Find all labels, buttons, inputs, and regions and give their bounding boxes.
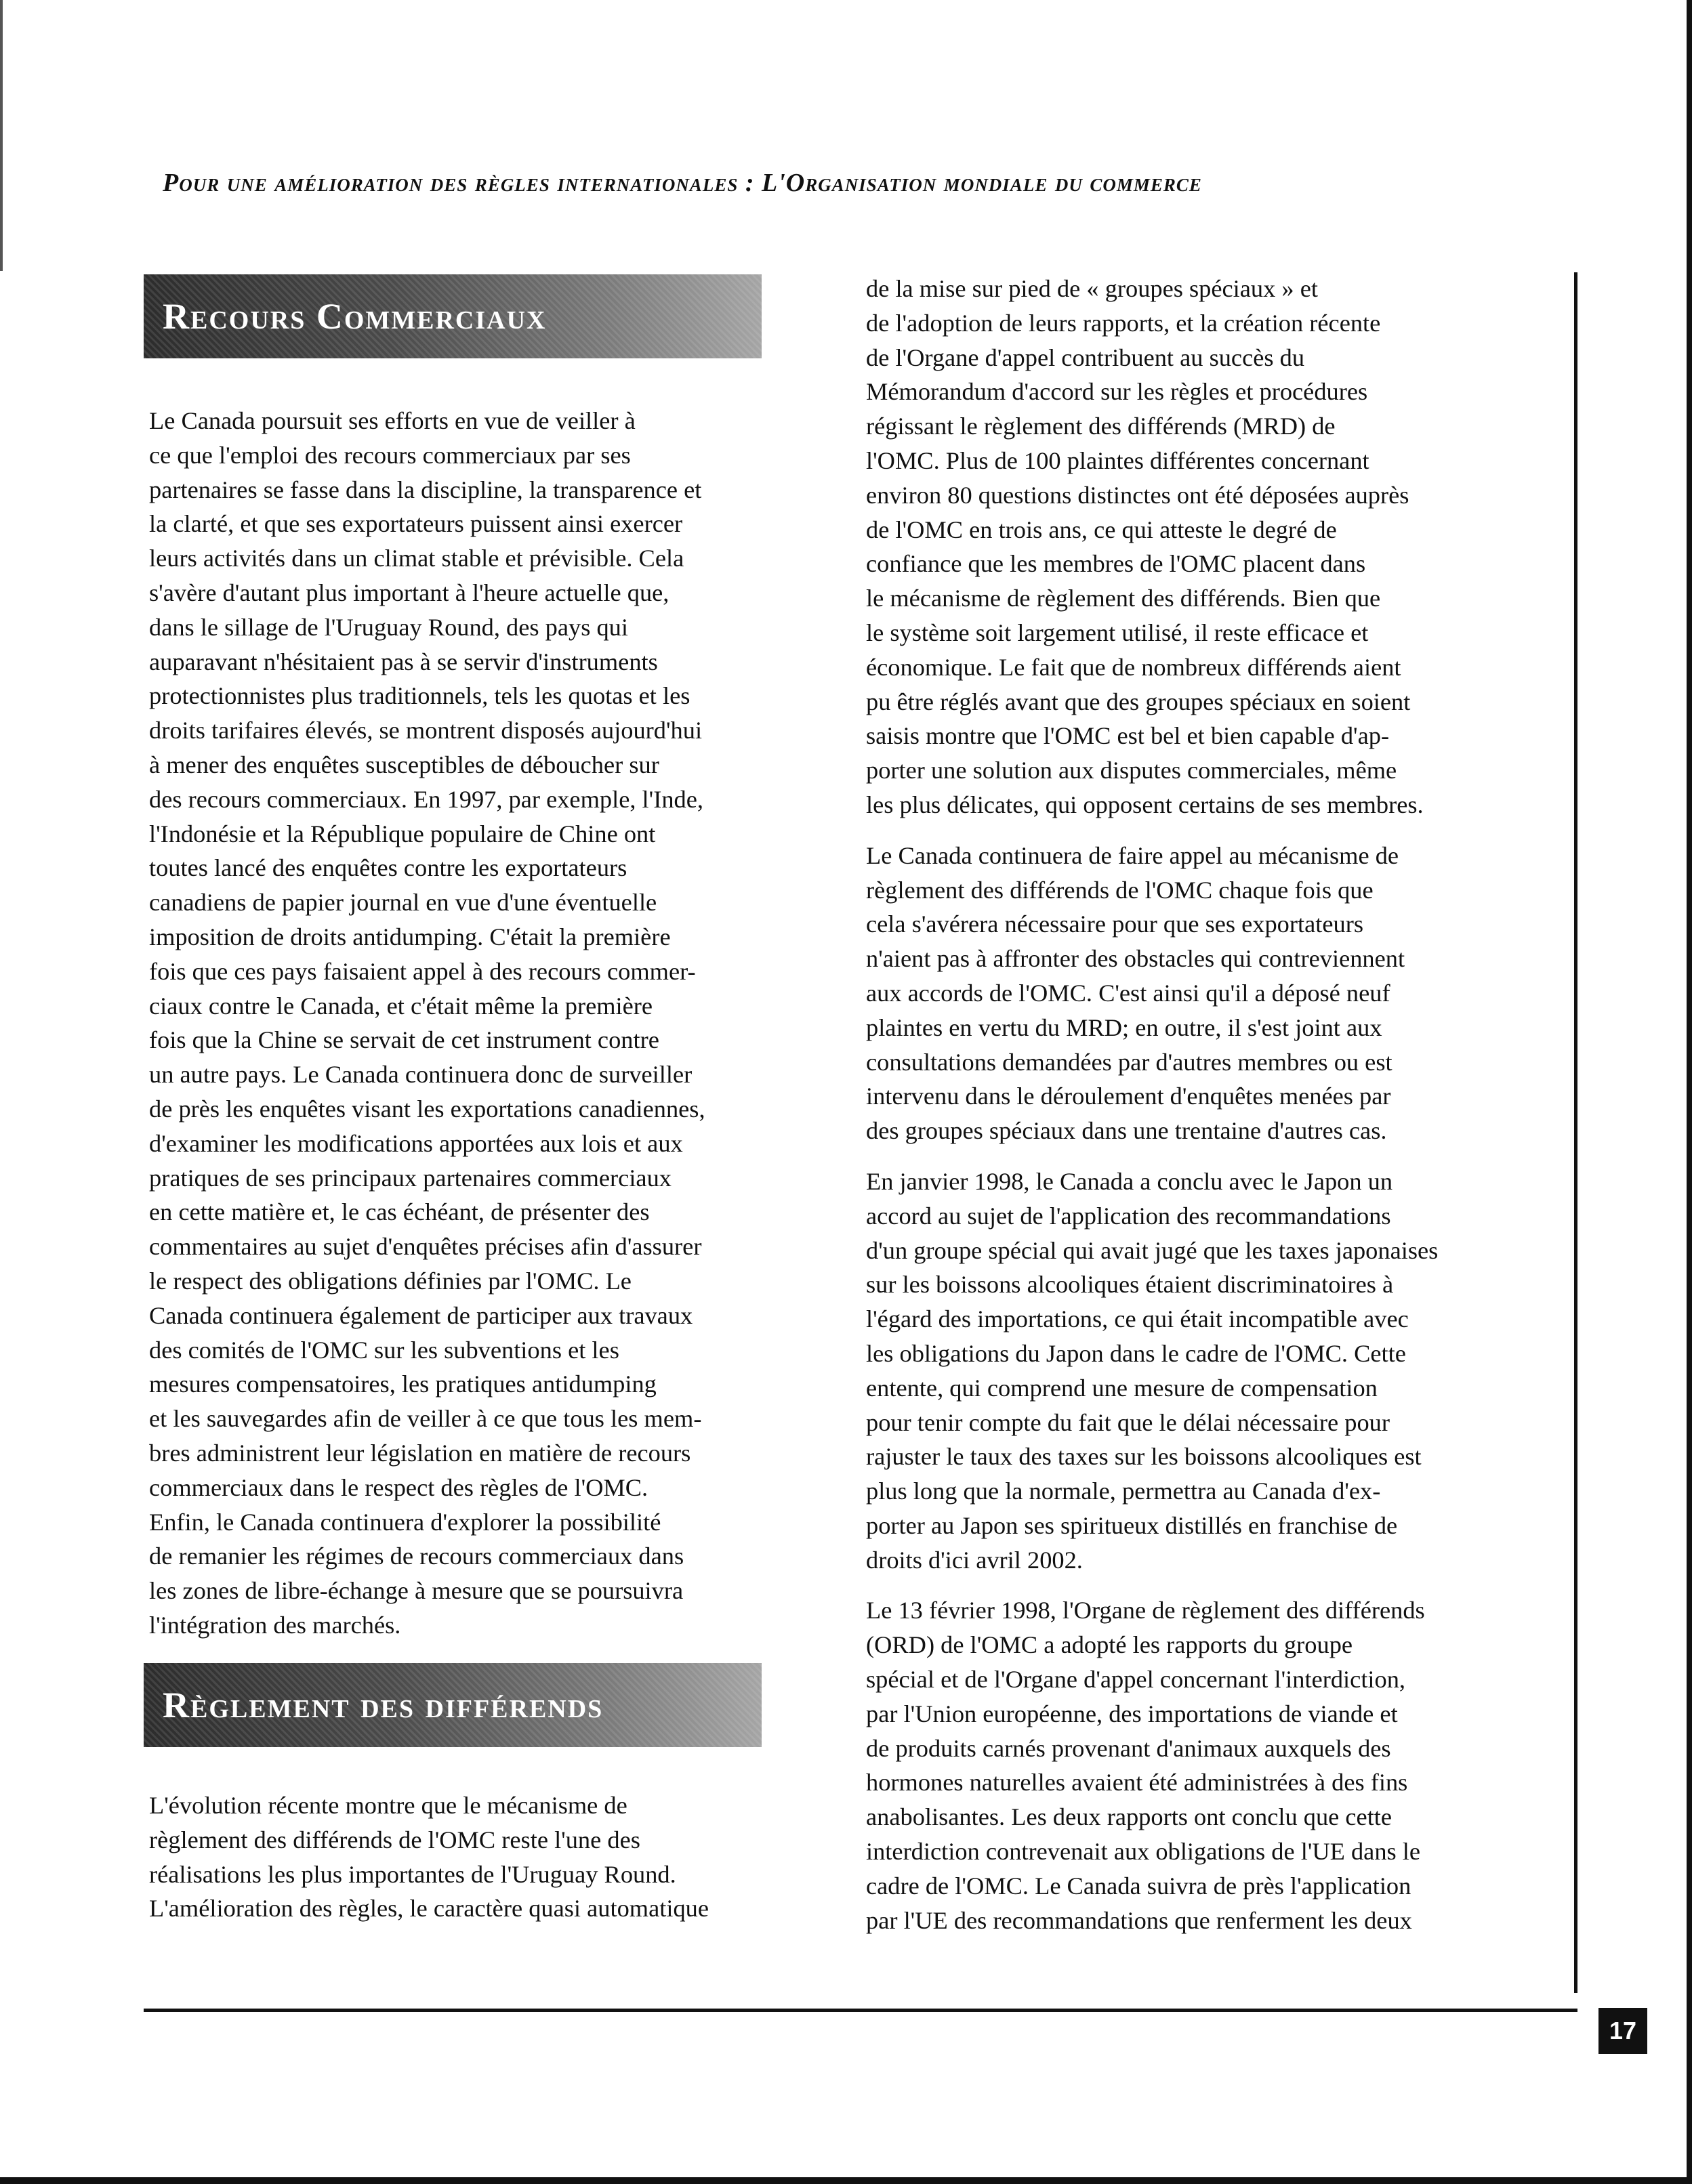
text-line: de l'OMC en trois ans, ce qui atteste le degré de <box>866 516 1337 543</box>
text-line: droits tarifaires élevés, se montrent disposés aujourd'hui <box>149 717 703 744</box>
text-line: fois que la Chine se servait de cet instrument contre <box>149 1026 659 1054</box>
text-line: économique. Le fait que de nombreux différends aient <box>866 653 1401 681</box>
text-line: anabolisantes. Les deux rapports ont conclu que cette <box>866 1803 1392 1831</box>
text-line: d'un groupe spécial qui avait jugé que les taxes japonaises <box>866 1236 1439 1264</box>
text-line: à mener des enquêtes susceptibles de déboucher sur <box>149 751 659 778</box>
scan-edge-left <box>0 0 3 271</box>
text-line: intervenu dans le déroulement d'enquêtes menées par <box>866 1083 1391 1110</box>
text-line: saisis montre que l'OMC est bel et bien capable d'ap- <box>866 722 1390 750</box>
text-line: Le 13 février 1998, l'Organe de règlement des différends <box>866 1597 1425 1624</box>
right-paragraph-3 <box>866 1164 1438 1578</box>
text-line: pu être réglés avant que des groupes spéciaux en soient <box>866 688 1411 715</box>
text-line: leurs activités dans un climat stable et prévisible. Cela <box>149 545 684 572</box>
section-banner-recours <box>144 274 762 358</box>
text-line: de l'adoption de leurs rapports, et la création récente <box>866 309 1381 337</box>
text-line: environ 80 questions distinctes ont été déposées auprès <box>866 481 1409 509</box>
text-line: droits d'ici avril 2002. <box>866 1546 1083 1574</box>
text-line: des comités de l'OMC sur les subventions et les <box>149 1336 619 1364</box>
text-line: n'aient pas à affronter des obstacles qui contreviennent <box>866 945 1405 973</box>
text-line: sur les boissons alcooliques étaient discriminatoires à <box>866 1271 1394 1299</box>
scan-edge-right <box>1687 0 1692 2184</box>
left-paragraph-1 <box>149 404 705 1643</box>
right-paragraph-1 <box>866 272 1438 822</box>
right-column <box>866 272 1438 1937</box>
text-line: porter une solution aux disputes commerciales, même <box>866 757 1397 784</box>
text-line: toutes lancé des enquêtes contre les exportateurs <box>149 854 627 882</box>
text-line: de l'Organe d'appel contribuent au succès du <box>866 343 1305 371</box>
text-line: l'Indonésie et la République populaire de Chine ont <box>149 820 656 847</box>
scan-edge-bottom <box>0 2177 1692 2184</box>
text-line: Enfin, le Canada continuera d'explorer la possibilité <box>149 1508 661 1536</box>
left-paragraph-2 <box>149 1788 709 1926</box>
text-line: de produits carnés provenant d'animaux auxquels des <box>866 1734 1391 1762</box>
text-line: Canada continuera également de participer aux travaux <box>149 1301 693 1329</box>
text-line: les zones de libre-échange à mesure que se poursuivra <box>149 1577 684 1605</box>
text-line: plus long que la normale, permettra au Canada d'ex- <box>866 1477 1381 1505</box>
text-line: Le Canada continuera de faire appel au mécanisme de <box>866 841 1399 869</box>
text-line: un autre pays. Le Canada continuera donc de surveiller <box>149 1061 693 1089</box>
text-line: de remanier les régimes de recours commerciaux dans <box>149 1542 684 1570</box>
text-line: interdiction contrevenait aux obligations de l'UE dans le <box>866 1838 1421 1866</box>
text-line: hormones naturelles avaient été administrées à des fins <box>866 1769 1408 1797</box>
text-line: l'intégration des marchés. <box>149 1611 401 1639</box>
text-line: (ORD) de l'OMC a adopté les rapports du groupe <box>866 1631 1353 1659</box>
section-title: Règlement des différends <box>163 1685 604 1725</box>
running-header: Pour une amélioration des règles internationales : L'Organisation mondiale du commerce <box>163 169 1202 197</box>
text-line: En janvier 1998, le Canada a conclu avec le Japon un <box>866 1167 1393 1195</box>
text-line: l'égard des importations, ce qui était incompatible avec <box>866 1305 1409 1333</box>
text-line: confiance que les membres de l'OMC placent dans <box>866 550 1366 578</box>
text-line: bres administrent leur législation en matière de recours <box>149 1439 691 1467</box>
text-line: partenaires se fasse dans la discipline, la transparence et <box>149 476 702 503</box>
page-number: 17 <box>1598 2008 1647 2054</box>
text-line: entente, qui comprend une mesure de compensation <box>866 1374 1378 1402</box>
text-line: cela s'avérera nécessaire pour que ses exportateurs <box>866 910 1363 938</box>
text-line: le mécanisme de règlement des différends. Bien que <box>866 585 1381 612</box>
text-line: commentaires au sujet d'enquêtes précises afin d'assurer <box>149 1233 702 1261</box>
text-line: le système soit largement utilisé, il reste efficace et <box>866 618 1369 646</box>
right-paragraph-2 <box>866 839 1438 1148</box>
text-line: de la mise sur pied de « groupes spéciaux » et <box>866 275 1318 302</box>
text-line: dans le sillage de l'Uruguay Round, des pays qui <box>149 613 628 641</box>
text-line: fois que ces pays faisaient appel à des recours commer- <box>149 957 696 985</box>
text-line: la clarté, et que ses exportateurs puissent ainsi exercer <box>149 510 683 538</box>
text-line: et les sauvegardes afin de veiller à ce que tous les mem- <box>149 1405 702 1433</box>
text-line: ce que l'emploi des recours commerciaux par ses <box>149 441 631 469</box>
column-rule-vertical <box>1574 272 1577 1993</box>
text-line: règlement des différends de l'OMC reste l'une des <box>149 1826 640 1853</box>
text-line: spécial et de l'Organe d'appel concernant l'interdiction, <box>866 1666 1406 1694</box>
text-line: les obligations du Japon dans le cadre de l'OMC. Cette <box>866 1339 1406 1367</box>
footer-rule <box>144 2009 1577 2012</box>
text-line: L'évolution récente montre que le mécanisme de <box>149 1792 627 1819</box>
right-paragraph-4 <box>866 1593 1438 1937</box>
text-line: ciaux contre le Canada, et c'était même la première <box>149 992 653 1020</box>
text-line: le respect des obligations définies par l'OMC. Le <box>149 1267 632 1295</box>
text-line: régissant le règlement des différends (MRD) de <box>866 413 1336 440</box>
text-line: l'OMC. Plus de 100 plaintes différentes concernant <box>866 446 1369 474</box>
text-line: d'examiner les modifications apportées aux lois et aux <box>149 1129 683 1157</box>
text-line: pratiques de ses principaux partenaires commerciaux <box>149 1164 672 1192</box>
text-line: consultations demandées par d'autres membres ou est <box>866 1048 1392 1076</box>
text-line: plaintes en vertu du MRD; en outre, il s'est joint aux <box>866 1013 1382 1041</box>
text-line: de près les enquêtes visant les exportations canadiennes, <box>149 1095 705 1122</box>
text-line: auparavant n'hésitaient pas à se servir d'instruments <box>149 648 658 675</box>
text-line: aux accords de l'OMC. C'est ainsi qu'il a déposé neuf <box>866 979 1390 1007</box>
text-line: Le Canada poursuit ses efforts en vue de veiller à <box>149 407 636 434</box>
text-line: rajuster le taux des taxes sur les boissons alcooliques est <box>866 1443 1422 1471</box>
text-line: protectionnistes plus traditionnels, tels les quotas et les <box>149 682 690 710</box>
text-line: cadre de l'OMC. Le Canada suivra de près l'application <box>866 1872 1411 1899</box>
text-line: commerciaux dans le respect des règles de l'OMC. <box>149 1473 648 1501</box>
text-line: s'avère d'autant plus important à l'heure actuelle que, <box>149 579 669 606</box>
text-line: porter au Japon ses spiritueux distillés en franchise de <box>866 1511 1398 1539</box>
section-banner-reglement <box>144 1663 762 1747</box>
text-line: des recours commerciaux. En 1997, par exemple, l'Inde, <box>149 785 703 813</box>
text-line: L'amélioration des règles, le caractère quasi automatique <box>149 1895 709 1923</box>
text-line: canadiens de papier journal en vue d'une éventuelle <box>149 889 657 917</box>
text-line: par l'UE des recommandations que renferment les deux <box>866 1906 1412 1934</box>
text-line: accord au sujet de l'application des recommandations <box>866 1202 1391 1230</box>
section-title: Recours Commerciaux <box>163 296 547 337</box>
text-line: réalisations les plus importantes de l'Uruguay Round. <box>149 1860 676 1888</box>
text-line: Mémorandum d'accord sur les règles et procédures <box>866 378 1368 406</box>
text-line: en cette matière et, le cas échéant, de présenter des <box>149 1198 650 1226</box>
text-line: les plus délicates, qui opposent certains de ses membres. <box>866 791 1424 818</box>
text-line: pour tenir compte du fait que le délai nécessaire pour <box>866 1408 1390 1436</box>
text-line: règlement des différends de l'OMC chaque fois que <box>866 876 1374 904</box>
text-line: des groupes spéciaux dans une trentaine d'autres cas. <box>866 1117 1387 1145</box>
text-line: par l'Union européenne, des importations de viande et <box>866 1700 1398 1727</box>
text-line: mesures compensatoires, les pratiques antidumping <box>149 1370 657 1398</box>
text-line: imposition de droits antidumping. C'était la première <box>149 923 671 950</box>
